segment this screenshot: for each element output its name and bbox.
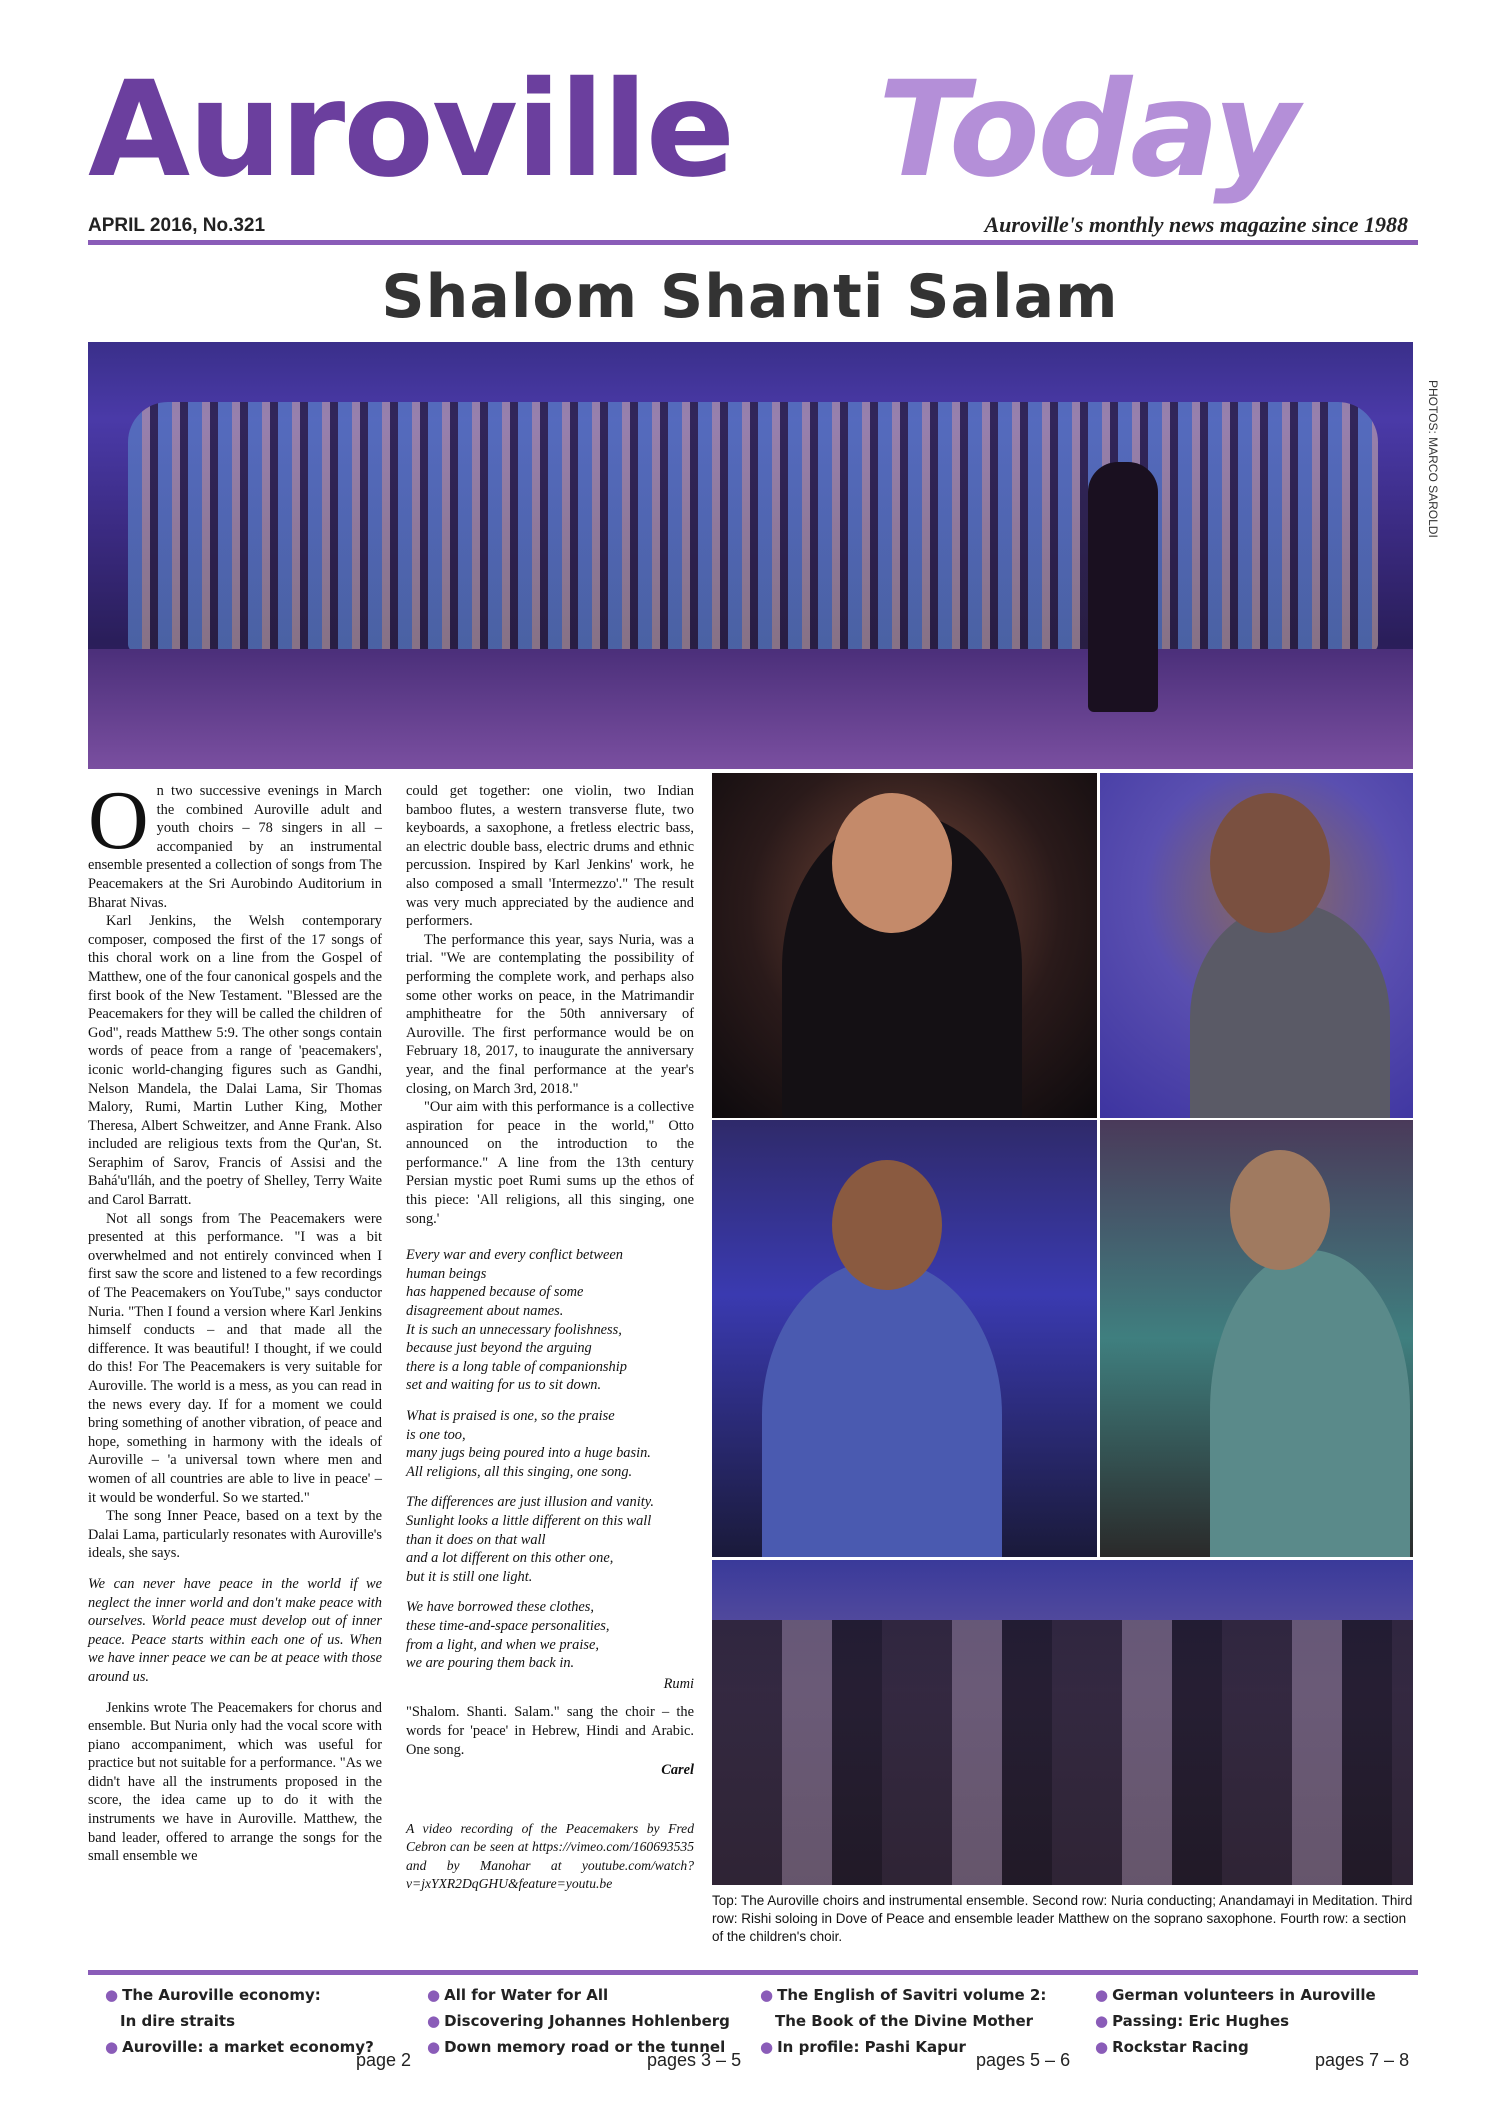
photo-stage — [88, 649, 1413, 769]
article-column-2 — [406, 782, 694, 1906]
footer-item[interactable] — [105, 2008, 374, 2034]
photo-matthew-saxophone — [1100, 1120, 1413, 1557]
footer-item-text: The Auroville economy: — [122, 1986, 321, 2004]
footer-contents-col-4 — [1095, 1982, 1376, 2060]
footer-item-text: The Book of the Divine Mother — [775, 2012, 1034, 2030]
masthead-auroville: Auroville — [88, 53, 734, 207]
article-paragraph: Jenkins wrote The Peacemakers for chorus and ensemble. But Nuria only had the vocal score with piano accompaniment, which was useful for practice but not suitable for a performance. "As we didn't have all the instruments proposed in the score, the idea came up to do it with the instruments we have in Auroville. Matthew, the band leader, offered to arrange the songs for the small ensemble we — [88, 1699, 382, 1865]
article-column-1 — [88, 774, 382, 1866]
bullet-icon: ● — [1095, 2012, 1109, 2030]
footer-item[interactable] — [427, 1982, 730, 2008]
article-paragraph — [88, 774, 382, 912]
bullet-icon: ● — [427, 2012, 441, 2030]
bullet-icon: ● — [760, 2038, 774, 2056]
photo-choir-ensemble — [88, 342, 1413, 769]
poem-author: Rumi — [663, 1675, 694, 1692]
photo-face — [832, 793, 952, 933]
article-paragraph: Karl Jenkins, the Welsh contemporary composer, composed the first of the 17 songs of this choral work on a line from the Gospel of Matthew, one of the four canonical gospels and the first book of the New Testament. "Blessed are the Peacemakers for they will be called the children of God", reads Matthew 5:9. The other songs contain words of peace from a range of 'peacemakers', iconic world-changing figures such as Gandhi, Nelson Mandela, the Dalai Lama, Sir Thomas Malory, Rumi, Martin Luther King, Mother Theresa, Albert Schweitzer, and Anne Frank. Also included are religious texts from the Qur'an, St. Seraphim of Sarov, Francis of Assisi and the Bahá'u'lláh, and the poetry of Shelley, Terry Waite and Carol Barratt. — [88, 913, 382, 1209]
article-author: Carel — [661, 1762, 694, 1779]
footer-item-text: Discovering Johannes Hohlenberg — [444, 2012, 730, 2030]
footer-item[interactable] — [760, 1982, 1046, 2008]
footer-rule — [88, 1970, 1418, 1975]
photo-caption: Top: The Auroville choirs and instrumental ensemble. Second row: Nuria conducting; Anandamayi in Meditation. Third row: Rishi soloing in Dove of Peace and ensemble leader Matthew on the soprano saxophone. Fourth row: a section of the children's choir. — [712, 1893, 1413, 1944]
bullet-icon: ● — [427, 1986, 441, 2004]
rumi-poem-stanza: What is praised is one, so the praise is one too, many jugs being poured into a huge basin. All religions, all this singing, one song. — [406, 1408, 651, 1480]
masthead — [88, 55, 1418, 205]
article-paragraph: "Our aim with this performance is a collective aspiration for peace in the world," Otto announced on the introduction to the performance." A line from the 13th century Persian mystic poet Rumi sums up the ethos of this piece: 'All religions, all this singing, one song.' — [406, 1099, 694, 1227]
paragraph-text: n two successive evenings in March the combined Auroville adult and youth choirs – 78 singers in all – accompanied by an instrumental ensemble presented a collection of songs from The Peacemakers at the Sri Aurobindo Auditorium in Bharat Nivas. — [88, 783, 382, 911]
footer-page-ref: page 2 — [356, 2050, 412, 2070]
footer-item[interactable] — [105, 1982, 374, 2008]
footer-item[interactable] — [760, 2008, 1046, 2034]
footer-item-text: In profile: Pashi Kapur — [777, 2038, 966, 2056]
article-paragraph: could get together: one violin, two Indian bamboo flutes, a western transverse flute, two keyboards, a saxophone, a fretless electric bass, an electric double bass, electric drums and ethnic percussion. Inspired by Karl Jenkins' work, he also composed a small 'Intermezzo'." The result was very much appreciated by the audience and performers. — [406, 783, 694, 930]
drop-cap: O — [88, 774, 149, 867]
footer-item-text: Down memory road or the tunnel — [444, 2038, 726, 2056]
footer-page-ref: pages 5 – 6 — [976, 2050, 1071, 2070]
bullet-icon: ● — [105, 1986, 119, 2004]
photo-conductor — [1088, 462, 1158, 712]
article-paragraph: "Shalom. Shanti. Salam." sang the choir – the words for 'peace' in Hebrew, Hindi and Arabic. One song. — [406, 1704, 694, 1758]
footer-contents-col-2 — [427, 1982, 730, 2060]
photo-choir-figures — [712, 1620, 1413, 1885]
footer-item[interactable] — [105, 2034, 374, 2060]
footer-item[interactable] — [427, 2008, 730, 2034]
photo-figure — [762, 1260, 1002, 1557]
photo-face — [1210, 793, 1330, 933]
video-note: A video recording of the Peacemakers by Fred Cebron can be seen at https://vimeo.com/160693535 and by Manohar at youtube.com/watch?v=jxYXR2DqGHU&feature=youtu.be — [406, 1820, 694, 1892]
photo-rishi-soloing — [712, 1120, 1097, 1557]
footer-contents-col-1 — [105, 1982, 374, 2060]
masthead-rule — [88, 240, 1418, 245]
bullet-icon: ● — [427, 2038, 441, 2056]
bullet-icon: ● — [1095, 2038, 1109, 2056]
footer-item-text: Auroville: a market economy? — [122, 2038, 374, 2056]
rumi-poem-stanza: We have borrowed these clothes, these time-and-space personalities, from a light, and when we praise, we are pouring them back in. — [406, 1599, 610, 1672]
footer-item-text: Rockstar Racing — [1112, 2038, 1249, 2056]
bullet-icon: ● — [760, 1986, 774, 2004]
photo-choir-figures — [128, 402, 1378, 652]
photo-figure — [1210, 1250, 1410, 1557]
article-paragraph: Not all songs from The Peacemakers were presented at this performance. "I was a bit overwhelmed and not entirely convinced when I first saw the score and listened to a few recordings of The Peacemakers on YouTube," says conductor Nuria. "Then I found a version where Karl Jenkins himself conducts – and that made all the difference. It was beautiful! I thought, if we could do this! For The Peacemakers is very suitable for Auroville. The world is a mess, as you can read in the news every day. If for a moment we could bring something of another vibration, of peace and hope, something in harmony with the ideals of Auroville – 'a universal town where men and women of all countries are able to live in peace' – it would be wonderful. So we started." — [88, 1210, 382, 1506]
inner-peace-quote: We can never have peace in the world if we neglect the inner world and don't make peace with ourselves. World peace must develop out of inner peace. Peace starts within each one of us. When we have inner peace we can be at peace with those around us. — [88, 1575, 382, 1685]
photo-nuria-conducting — [712, 773, 1097, 1118]
footer-item-text: In dire straits — [120, 2012, 236, 2030]
photo-face — [1230, 1150, 1330, 1270]
issue-date: APRIL 2016, No.321 — [88, 215, 266, 236]
article-paragraph: The song Inner Peace, based on a text by the Dalai Lama, particularly resonates with Auroville's ideals, she says. — [88, 1508, 382, 1562]
masthead-today: Today — [878, 53, 1298, 207]
footer-item[interactable] — [1095, 2008, 1376, 2034]
footer-item[interactable] — [1095, 1982, 1376, 2008]
footer-item-text: The English of Savitri volume 2: — [777, 1986, 1047, 2004]
footer-item-text: German volunteers in Auroville — [1112, 1986, 1376, 2004]
photo-face — [832, 1160, 942, 1290]
bullet-icon: ● — [105, 2038, 119, 2056]
rumi-poem-stanza: The differences are just illusion and vanity. Sunlight looks a little different on this wall than it does on that wall and a lot different on this other one, but it is still one light. — [406, 1494, 654, 1585]
footer-page-ref: pages 7 – 8 — [1315, 2050, 1410, 2070]
headline: Shalom Shanti Salam — [381, 262, 1119, 332]
photo-childrens-choir — [712, 1560, 1413, 1885]
footer-page-ref: pages 3 – 5 — [647, 2050, 742, 2070]
photo-credit: PHOTOS: MARCO SAROLDI — [1426, 380, 1440, 538]
photo-anandamayi-singing — [1100, 773, 1413, 1118]
rumi-poem-stanza: Every war and every conflict between human beings has happened because of some disagreement about names. It is such an unnecessary foolishness, because just beyond the arguing there is a long table of companionship set and waiting for us to sit down. — [406, 1247, 627, 1394]
footer-contents-col-3 — [760, 1982, 1046, 2060]
article-paragraph: The performance this year, says Nuria, was a trial. "We are contemplating the possibility of performing the complete work, and perhaps also some other works on peace, in the Matrimandir amphitheatre for the 50th anniversary of Auroville. The first performance would be on February 18, 2017, to inaugurate the anniversary year, and the final performance at the year's closing, on March 3rd, 2018." — [406, 931, 694, 1097]
footer-item-text: Passing: Eric Hughes — [1112, 2012, 1290, 2030]
bullet-icon: ● — [1095, 1986, 1109, 2004]
photo-figure — [1190, 903, 1390, 1118]
tagline: Auroville's monthly news magazine since 1988 — [984, 212, 1408, 237]
footer-item-text: All for Water for All — [444, 1986, 609, 2004]
